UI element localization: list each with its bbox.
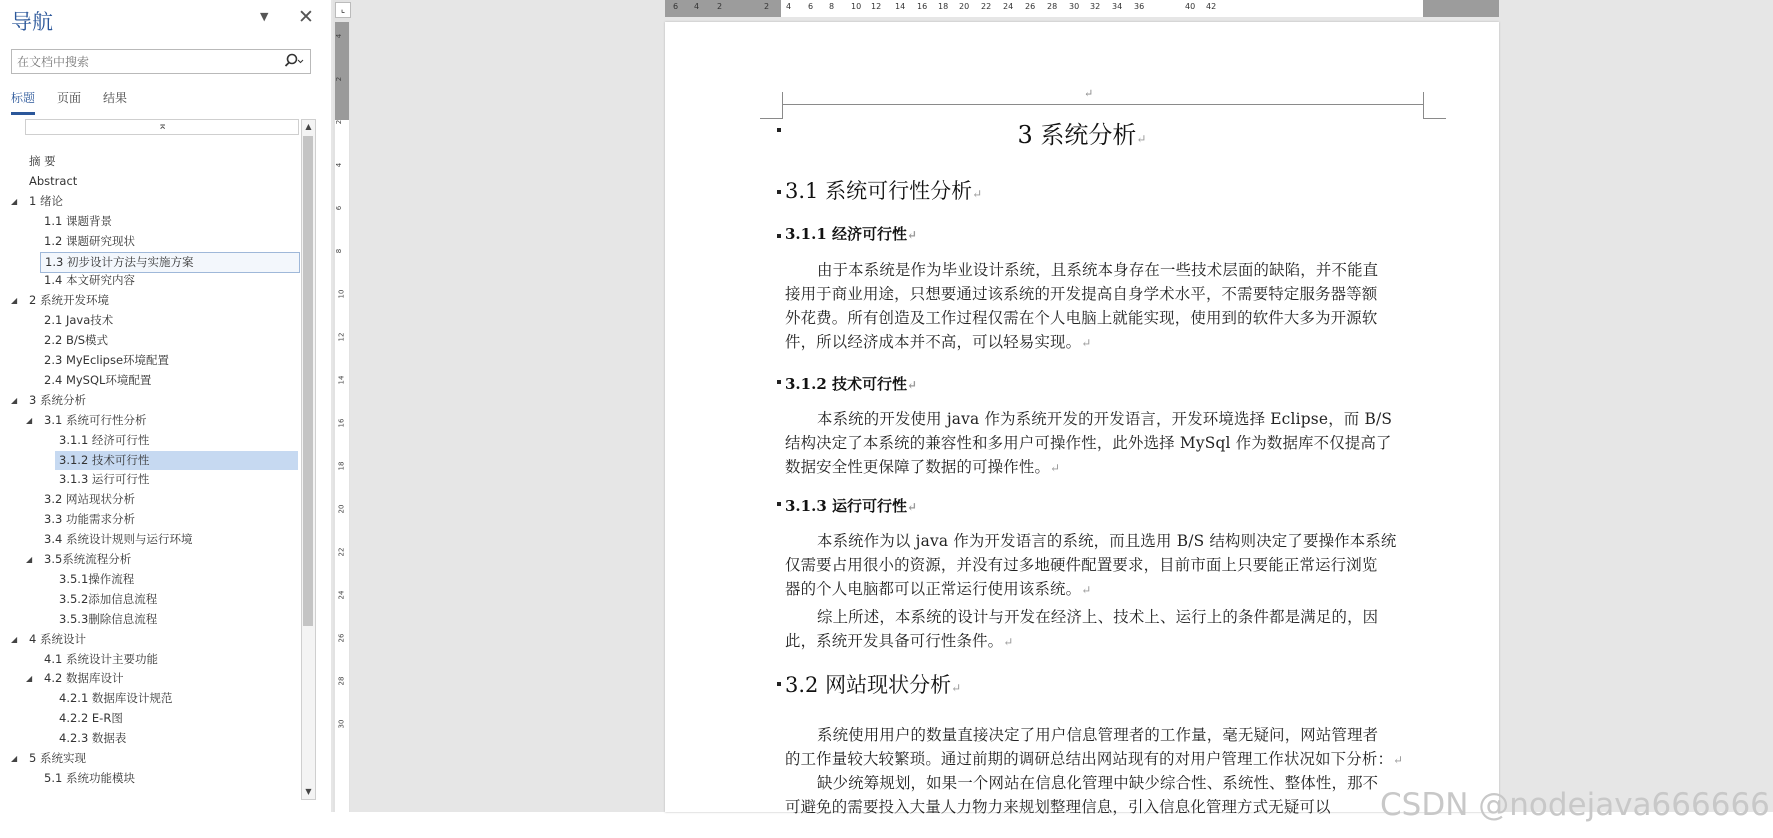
nav-tree-label: 2.1 Java技术	[44, 313, 114, 328]
nav-tree-item[interactable]	[55, 470, 298, 489]
nav-tree-item[interactable]	[40, 232, 298, 251]
ruler-tick-label: 24	[1003, 2, 1014, 11]
tab-pages[interactable]: 页面	[57, 91, 82, 105]
nav-tree-label: 4.2 数据库设计	[44, 671, 124, 686]
nav-tree-item[interactable]	[26, 550, 298, 569]
nav-tree-item[interactable]	[40, 212, 298, 231]
csdn-watermark: CSDN @nodejava666666	[1380, 787, 1770, 823]
nav-tree-label: 1.2 课题研究现状	[44, 233, 135, 248]
heading-3-1-2: 3.1.2 技术可行性↵	[785, 375, 918, 393]
nav-tree-label: 3.5.3删除信息流程	[59, 611, 158, 626]
nav-tree-label: 3.5系统流程分析	[44, 552, 132, 566]
ruler-tick-label: 4	[786, 2, 792, 11]
ruler-tick-label: 16	[917, 2, 928, 11]
nav-tree-item[interactable]	[55, 590, 298, 609]
ruler-tick-label: 28	[337, 676, 346, 686]
nav-tree-label: 4 系统设计	[29, 631, 86, 646]
ruler-tick-label: 4	[335, 33, 344, 39]
ruler-tick-label: 2	[717, 2, 723, 11]
nav-tree-item[interactable]	[55, 610, 298, 629]
nav-tree-item[interactable]	[11, 391, 298, 410]
nav-tree-item[interactable]	[26, 669, 298, 688]
expand-triangle-icon[interactable]: ◢	[11, 296, 18, 306]
ruler-tick-label: 2	[764, 2, 770, 11]
ruler-tick-label: 10	[337, 289, 346, 299]
nav-tree-label: 3.5.2添加信息流程	[59, 591, 158, 606]
ruler-tick-label: 4	[694, 2, 700, 11]
nav-tree-item[interactable]	[40, 490, 298, 509]
ruler-tick-label: 34	[1112, 2, 1123, 11]
nav-tree-item[interactable]	[40, 769, 298, 788]
ruler-tick-label: 2	[335, 76, 344, 82]
nav-scrollbar[interactable]	[301, 119, 316, 800]
heading-3-1: 3.1 系统可行性分析↵	[785, 179, 983, 203]
heading-3-1-1: 3.1.1 经济可行性↵	[785, 225, 918, 243]
nav-tree-label: 1.4 本文研究内容	[44, 273, 135, 288]
ruler-tick-label: 12	[871, 2, 882, 11]
ruler-tick-label: 14	[337, 375, 346, 385]
close-icon[interactable]: ✕	[298, 6, 314, 28]
nav-tree-label: 3.4 系统设计规则与运行环境	[44, 532, 193, 547]
nav-tree-label: 1.1 课题背景	[44, 213, 112, 228]
scroll-up-icon[interactable]: ▲	[305, 122, 312, 131]
ruler-tick-label: 2	[335, 119, 344, 125]
nav-tree-item[interactable]	[55, 729, 298, 748]
ruler-tick-label: 30	[1069, 2, 1080, 11]
ruler-tick-label: 4	[335, 162, 344, 168]
nav-tree-item[interactable]	[40, 530, 298, 549]
expand-triangle-icon[interactable]: ◢	[11, 634, 18, 644]
ruler-tick-label: 28	[1047, 2, 1058, 11]
ruler-tick-label: 20	[337, 504, 346, 514]
nav-tree-item[interactable]	[55, 689, 298, 708]
nav-tree-label: 4.2.3 数据表	[59, 731, 127, 746]
expand-triangle-icon[interactable]: ◢	[26, 555, 33, 564]
nav-tree-item[interactable]	[55, 431, 298, 450]
nav-tree-item[interactable]	[11, 630, 298, 649]
ruler-tick-label: 10	[851, 2, 862, 11]
nav-tree-label: 4.1 系统设计主要功能	[44, 651, 158, 666]
nav-tree-item[interactable]	[55, 709, 298, 728]
expand-triangle-icon[interactable]: ◢	[11, 395, 18, 405]
search-icon[interactable]	[284, 52, 304, 70]
scroll-thumb[interactable]	[303, 136, 313, 626]
horizontal-ruler	[665, 0, 1499, 17]
search-placeholder: 在文档中搜索	[17, 55, 90, 69]
search-input[interactable]	[11, 49, 311, 74]
nav-tree-label: 3.1.1 经济可行性	[59, 432, 150, 447]
ruler-tick-label: 30	[337, 719, 346, 729]
nav-tree-label: 4.2.1 数据库设计规范	[59, 691, 173, 706]
nav-tree-label: 5 系统实现	[29, 751, 86, 765]
nav-tree-label: 3 系统分析	[29, 392, 86, 407]
ruler-tick-label: 26	[337, 633, 346, 643]
ruler-tick-label: 6	[335, 205, 344, 211]
nav-tree-label: 2.2 B/S模式	[44, 333, 109, 348]
heading-3-2: 3.2 网站现状分析↵	[785, 673, 962, 697]
nav-tree-item[interactable]	[55, 451, 298, 470]
navigation-pane	[0, 0, 332, 812]
nav-tree-item[interactable]	[40, 351, 298, 370]
nav-tree-label: 1 绪论	[29, 193, 63, 208]
nav-tree-item[interactable]	[40, 311, 298, 330]
nav-tree-item[interactable]	[11, 192, 298, 211]
nav-tree-label: 3.1 系统可行性分析	[44, 412, 147, 427]
nav-tree-item[interactable]	[11, 749, 298, 768]
nav-tree-item[interactable]	[26, 411, 298, 430]
ruler-tick-label: 8	[829, 2, 835, 11]
nav-tree-label: 3.1.3 运行可行性	[59, 472, 150, 487]
nav-tree-item[interactable]	[40, 650, 298, 669]
nav-tree-label: 3.3 功能需求分析	[44, 512, 135, 527]
expand-triangle-icon[interactable]: ◢	[26, 415, 33, 425]
heading-1: 3 系统分析↵	[1017, 121, 1147, 149]
tab-headings[interactable]: 标题	[11, 91, 36, 105]
heading-3-1-3: 3.1.3 运行可行性↵	[785, 497, 918, 515]
vertical-ruler	[333, 0, 350, 812]
expand-triangle-icon[interactable]: ◢	[11, 196, 18, 206]
ruler-tick-label: 18	[337, 461, 346, 471]
collapse-all-bar[interactable]	[25, 119, 299, 135]
ruler-tick-label: 36	[1134, 2, 1145, 11]
ruler-tick-label: 8	[335, 248, 344, 254]
nav-tree-item[interactable]	[40, 371, 298, 390]
scroll-down-icon[interactable]: ▼	[305, 787, 312, 796]
ruler-tick-label: 42	[1206, 2, 1217, 11]
nav-tree-label: 1.3 初步设计方法与实施方案	[45, 254, 194, 269]
ruler-tick-label: 24	[337, 590, 346, 600]
chevron-down-icon[interactable]: ▼	[260, 10, 269, 23]
nav-tree-label: 3.5.1操作流程	[59, 571, 135, 586]
ruler-tick-label: 20	[959, 2, 970, 11]
nav-tree-item[interactable]	[40, 271, 298, 290]
nav-tree-item[interactable]	[25, 172, 298, 191]
nav-tree-item[interactable]	[40, 331, 298, 350]
nav-tree-item[interactable]	[11, 291, 298, 310]
nav-tree-item[interactable]	[40, 252, 300, 273]
ruler-tick-label: 22	[337, 547, 346, 557]
ruler-tick-label: 16	[337, 418, 346, 428]
ruler-tick-label: 14	[895, 2, 906, 11]
nav-tree-label: 4.2.2 E-R图	[59, 711, 123, 726]
expand-triangle-icon[interactable]: ◢	[11, 754, 18, 763]
ruler-tick-label: 40	[1185, 2, 1196, 11]
ruler-tick-label: 26	[1025, 2, 1036, 11]
ruler-tick-label: 22	[981, 2, 992, 11]
ruler-tick-label: 18	[938, 2, 949, 11]
tab-stop-selector[interactable]: ⌞	[335, 2, 351, 18]
nav-tree-label: 3.2 网站现状分析	[44, 492, 135, 507]
nav-tree-label: Abstract	[29, 173, 78, 188]
nav-tree-label: 2.4 MySQL环境配置	[44, 372, 152, 387]
nav-tree-label: 2 系统开发环境	[29, 293, 109, 308]
nav-tree-item[interactable]	[40, 510, 298, 529]
ruler-tick-label: 32	[1090, 2, 1101, 11]
ruler-tick-label: 12	[337, 332, 346, 342]
ruler-tick-label: 6	[808, 2, 814, 11]
nav-tree-label: 3.1.2 技术可行性	[59, 452, 150, 467]
nav-tree-item[interactable]	[25, 152, 298, 171]
nav-tree-item[interactable]	[55, 570, 298, 589]
nav-tree-label: 5.1 系统功能模块	[44, 770, 135, 785]
header-paragraph-mark: ↵	[1084, 87, 1094, 100]
collapse-icon: ⌅	[158, 119, 168, 132]
tab-underline	[11, 112, 35, 115]
expand-triangle-icon[interactable]: ◢	[26, 674, 33, 684]
tab-results[interactable]: 结果	[103, 91, 128, 105]
nav-title: 导航	[11, 10, 53, 34]
nav-tree-label: 2.3 MyEclipse环境配置	[44, 353, 170, 367]
document-page[interactable]: ↵ 3 系统分析↵ 3.1 系统可行性分析↵ 3.1.1 经济可行性↵ 由于本系统是作为毕业设计系统，且系统本身存在一些技术层面的缺陷，并不能直 接用于商业用途，只想要通过该系统的开发提高自身学术水平，不需要特定服务器等额 外花费。所有创造及工作过程仅需在个人电脑上就能实现，使用到的软件大多为开源软 件，所以经济成本并不高，可以轻易实现。↵ 3.1.2 技术可行性↵ 本系统的开发使用 java 作为系统开发的开发语言，开发环境选择 Eclipse，而 B/S 结构决定了本系统的兼容性和多用户可操作性，此外选择 MySql 作为数据库不仅提高了 数据安全性更保障了数据的可操作性。↵ 3.1.3 运行可行性↵ 本系统作为以 java 作为开发语言的系统，而且选用 B/S 结构则决定了要操作本系统 仅需要占用很小的资源，并没有过多地硬件配置要求，目前市面上只要能正常运行浏览 器的个人电脑都可以正常运行使用该系统。↵ 综上所述，本系统的设计与开发在经济上、技术上、运行上的条件都是满足的，因 此，系统开发具备可行性条件。↵ 3.2 网站现状分析↵ 系统使用用户的数量直接决定了用户信息管理者的工作量，毫无疑问，网站管理者 的工作量较大较繁琐。通过前期的调研总结出网站现有的对用户管理工作状况如下分析：↵ 缺少统筹规划，如果一个网站在信息化管理中缺少综合性、系统性、整体性，那不 可避免的需要投入大量人力物力来规划整理信息，引入信息化管理方式无疑可以	[665, 22, 1499, 812]
nav-tree-label: 摘 要	[29, 154, 56, 168]
ruler-tick-label: 6	[673, 2, 679, 11]
